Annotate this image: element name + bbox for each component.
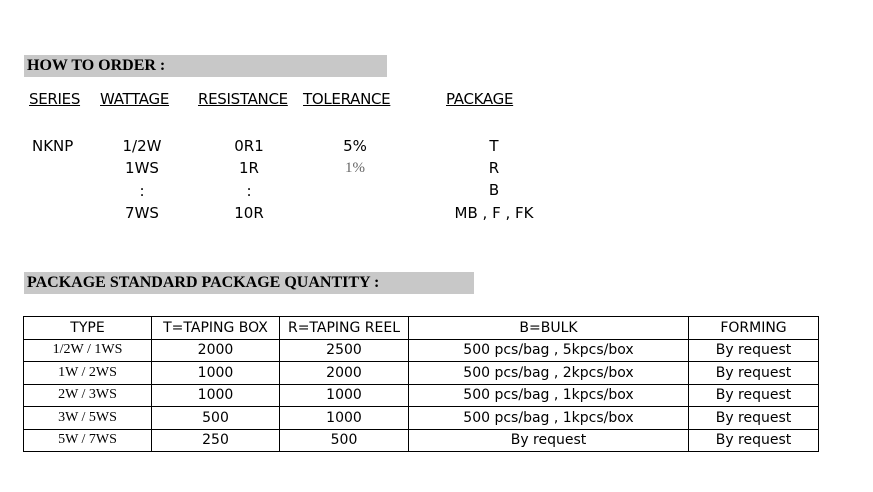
how-to-order-title: HOW TO ORDER : (24, 55, 387, 77)
cell-forming: By request (689, 339, 819, 362)
cell-type: 1/2W / 1WS (24, 339, 152, 362)
cell-taping-box: 500 (152, 407, 280, 430)
cell-bulk: 500 pcs/bag , 2kpcs/box (409, 362, 689, 385)
cell-taping-reel: 1000 (280, 384, 409, 407)
resistance-value: : (246, 182, 252, 200)
cell-bulk: 500 pcs/bag , 1kpcs/box (409, 384, 689, 407)
header-wattage: WATTAGE (100, 90, 170, 108)
table-row (24, 384, 819, 407)
cell-taping-box: 250 (152, 429, 280, 452)
cell-type: 2W / 3WS (24, 384, 152, 407)
wattage-value: : (139, 182, 145, 200)
cell-taping-box: 2000 (152, 339, 280, 362)
cell-taping-reel: 1000 (280, 407, 409, 430)
column-header-taping-box: T=TAPING BOX (152, 317, 280, 340)
column-header-taping-reel: R=TAPING REEL (280, 317, 409, 340)
header-resistance: RESISTANCE (198, 90, 288, 108)
package-value: T (489, 137, 499, 155)
cell-type: 1W / 2WS (24, 362, 152, 385)
column-header-type: TYPE (24, 317, 152, 340)
package-value: R (488, 159, 500, 177)
package-value: B (488, 181, 500, 199)
cell-taping-reel: 500 (280, 429, 409, 452)
resistance-value: 10R (234, 204, 264, 222)
column-header-bulk: B=BULK (409, 317, 689, 340)
series-value: NKNP (32, 137, 74, 155)
wattage-value: 1/2W (122, 137, 162, 155)
cell-forming: By request (689, 362, 819, 385)
cell-bulk: By request (409, 429, 689, 452)
cell-type: 3W / 5WS (24, 407, 152, 430)
cell-forming: By request (689, 407, 819, 430)
wattage-value: 7WS (125, 204, 159, 222)
table-header-row (24, 317, 819, 340)
cell-bulk: 500 pcs/bag , 5kpcs/box (409, 339, 689, 362)
cell-taping-reel: 2000 (280, 362, 409, 385)
cell-taping-box: 1000 (152, 384, 280, 407)
table-row (24, 339, 819, 362)
cell-type: 5W / 7WS (24, 429, 152, 452)
table-row (24, 407, 819, 430)
tolerance-value: 1% (345, 160, 365, 176)
cell-bulk: 500 pcs/bag , 1kpcs/box (409, 407, 689, 430)
column-header-forming: FORMING (689, 317, 819, 340)
package-quantity-title: PACKAGE STANDARD PACKAGE QUANTITY : (24, 272, 474, 294)
cell-taping-reel: 2500 (280, 339, 409, 362)
package-value: MB , F , FK (454, 204, 534, 222)
resistance-value: 1R (239, 159, 259, 177)
cell-forming: By request (689, 429, 819, 452)
header-series: SERIES (29, 90, 81, 108)
resistance-value: 0R1 (234, 137, 264, 155)
table-row (24, 362, 819, 385)
table-row (24, 429, 819, 452)
header-tolerance: TOLERANCE (303, 90, 391, 108)
package-quantity-table (23, 316, 819, 452)
cell-taping-box: 1000 (152, 362, 280, 385)
header-package: PACKAGE (446, 90, 514, 108)
cell-forming: By request (689, 384, 819, 407)
tolerance-value: 5% (343, 137, 367, 155)
wattage-value: 1WS (125, 159, 159, 177)
